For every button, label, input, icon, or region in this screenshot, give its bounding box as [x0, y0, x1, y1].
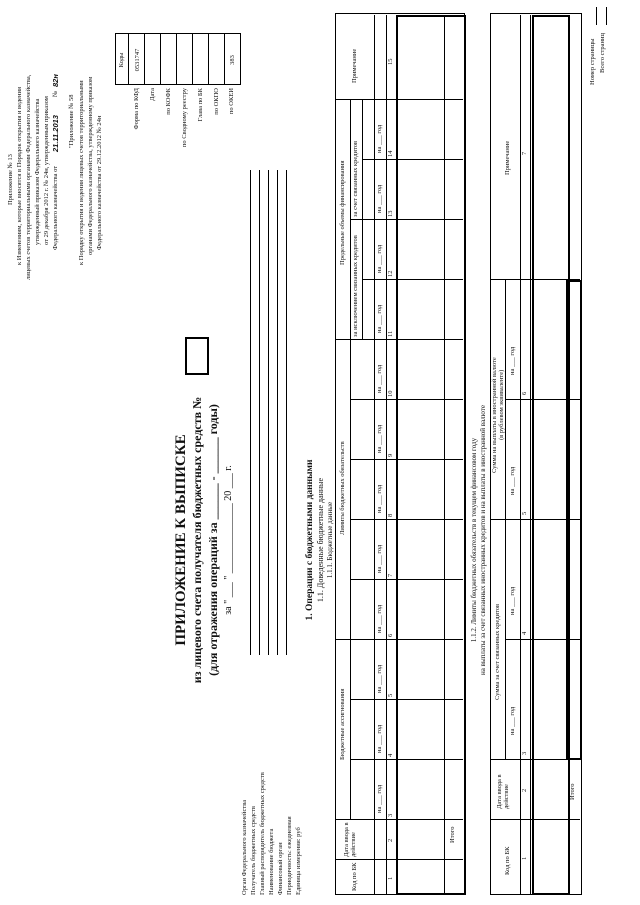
t1-period-6: на ___ год	[376, 604, 383, 633]
t1-header-excl: за исключением связанных кредитов	[352, 235, 359, 337]
t1-colnum-10: 10	[387, 390, 394, 397]
t1-colnum-14: 14	[387, 150, 394, 157]
t2-colnum-5: 5	[521, 511, 528, 515]
t1-colnum-15: 15	[387, 58, 394, 65]
appendix-number-prefix: №	[52, 90, 59, 97]
t1-period-8: на ___ год	[376, 484, 383, 513]
form-title: ПРИЛОЖЕНИЕ К ВЫПИСКЕ	[173, 434, 189, 646]
t1-period-13: на ___ год	[376, 184, 383, 213]
form-period: (для отражения операций за ______ - ______ годы)	[206, 404, 220, 676]
label-recipient: Получатель бюджетных средств	[250, 806, 257, 895]
t2-total-label: Итого	[569, 783, 576, 800]
t2-header-date: Дата ввода в действие	[496, 774, 510, 809]
t1-header-note: Примечание	[351, 48, 358, 83]
label-periodicity: Периодичность: ежедневная	[286, 816, 293, 895]
t1-period-12: на ___ год	[376, 244, 383, 273]
appendix-line8: к Порядку открытия и ведения лицевых счетов территориальными	[78, 80, 85, 265]
appendix-line9: органами Федерального казначейства, утвержденному приказом	[87, 76, 94, 255]
t1-colnum-8: 8	[387, 513, 394, 517]
codes-header: Коды	[118, 52, 125, 68]
label-fin-organ: Финансовый орган	[277, 842, 284, 895]
t1-colnum-12: 12	[387, 270, 394, 277]
codes-label-registry: по Сводному реестру	[181, 88, 188, 148]
label-unit: Единица измерения: руб	[295, 827, 302, 895]
appendix-line3: лицевых счетов территориальными органами Федерального казначейства,	[25, 74, 32, 280]
label-grbs: Главный распорядитель бюджетных средств	[259, 772, 266, 895]
section11-title: 1.1. Доведенные бюджетные данные	[316, 477, 325, 603]
t2-colnum-2: 2	[521, 788, 528, 792]
appendix-date-handwritten: 21.11.2013	[51, 115, 60, 152]
appendix-line10: Федерального казначейства от 29.12.2012 № 24н	[96, 115, 103, 250]
codes-label-kofk: по КОФК	[165, 88, 172, 115]
form-date-line: за " ___ " ______________ 20 ___ г.	[223, 465, 234, 615]
section112-subtitle: на выплаты за счет связанных иностранных кредитов и на выплаты в иностранной валюте	[479, 405, 487, 675]
t2-header-fx-sub: (в рублевом эквиваленте)	[498, 369, 505, 440]
t1-colnum-4: 4	[387, 753, 394, 757]
t2-colnum-4: 4	[521, 631, 528, 635]
t1-header-incl: за счет связанных кредитов	[352, 140, 359, 217]
codes-label-okpo: по ОКПО	[213, 88, 220, 115]
t1-colnum-3: 3	[387, 813, 394, 817]
form-subtitle: из лицевого счета получателя бюджетных средств №	[190, 396, 204, 684]
codes-value-kfd: 0531747	[134, 48, 141, 72]
t1-header-ba: Бюджетные ассигнования	[339, 688, 346, 760]
section1-title: 1. Операции с бюджетными данными	[305, 459, 315, 621]
t2-header-note: Примечание	[504, 140, 511, 175]
footer-page-number: Номер страницы	[589, 38, 596, 85]
t2-period-3: на ___ год	[509, 706, 516, 735]
t1-colnum-2: 2	[387, 838, 394, 842]
t1-total-label: Итого	[449, 826, 456, 843]
t1-period-14: на ___ год	[376, 124, 383, 153]
t2-period-5: на ___ год	[509, 466, 516, 495]
codes-label-bk: Глава по БК	[197, 88, 204, 122]
t1-colnum-1: 1	[387, 876, 394, 880]
t2-header-rub: Сумма за счет связанных кредитов	[494, 603, 501, 700]
t1-colnum-9: 9	[387, 453, 394, 457]
section112-title: 1.1.2. Лимиты бюджетных обязательств в текущем финансовом году	[470, 437, 478, 643]
t1-header-pof: Предельные объемы финансирования	[339, 160, 346, 265]
t2-period-6: на ___ год	[509, 346, 516, 375]
t1-header-date: Дата ввода в действие	[343, 822, 357, 857]
appendix-line4: утвержденный приказом Федерального казначейства	[34, 98, 41, 245]
appendix-line1: Приложение № 13	[7, 154, 14, 205]
t1-colnum-13: 13	[387, 210, 394, 217]
t2-header-fx: Сумма на выплаты в иностранной валюте	[491, 357, 498, 473]
codes-label-date: Дата	[149, 88, 156, 101]
codes-label-okei: по ОКЕИ	[228, 88, 235, 115]
t1-period-7: на ___ год	[376, 544, 383, 573]
t1-colnum-5: 5	[387, 693, 394, 697]
t1-period-3: на ___ год	[376, 784, 383, 813]
t1-data-area[interactable]	[396, 15, 466, 895]
t2-colnum-7: 7	[521, 151, 528, 155]
t1-period-10: на ___ год	[376, 364, 383, 393]
appendix-line5: от 29 декабря 2012 г. № 24н, утвержденным приказом	[43, 96, 50, 245]
t2-period-4: на ___ год	[509, 586, 516, 615]
label-budget: Наименование бюджета	[268, 828, 275, 895]
t1-period-11: на ___ год	[376, 304, 383, 333]
footer-pages-total: Всего страниц	[599, 33, 606, 73]
t1-header-kbk: Код по БК	[351, 862, 358, 891]
t2-colnum-1: 1	[521, 856, 528, 860]
t2-colnum-6: 6	[521, 391, 528, 395]
label-fk: Орган Федерального казначейства	[241, 799, 248, 895]
t1-period-4: на ___ год	[376, 724, 383, 753]
t2-header-kbk: Код по БК	[504, 846, 511, 875]
appendix-line7: "Приложение № 58	[68, 94, 75, 148]
t1-period-9: на ___ год	[376, 424, 383, 453]
t2-total-row[interactable]	[566, 280, 582, 760]
t2-colnum-3: 3	[521, 751, 528, 755]
t2-data-area[interactable]	[532, 15, 570, 895]
codes-value-okei: 383	[229, 55, 236, 65]
t1-colnum-11: 11	[387, 330, 394, 337]
t1-period-5: на ___ год	[376, 664, 383, 693]
codes-label-kfd: Форма по КФД	[133, 88, 140, 130]
appendix-line2: к Изменениям, которые вносятся в Порядок открытия и ведения	[16, 86, 23, 265]
appendix-line6: Федерального казначейства от	[52, 165, 59, 250]
appendix-number-handwritten: 82н	[51, 74, 60, 87]
t1-header-lbo: Лимиты бюджетных обязательств	[339, 441, 346, 535]
t1-colnum-7: 7	[387, 573, 394, 577]
section111-title: 1.1.1. Бюджетные данные	[326, 501, 334, 579]
t1-colnum-6: 6	[387, 633, 394, 637]
